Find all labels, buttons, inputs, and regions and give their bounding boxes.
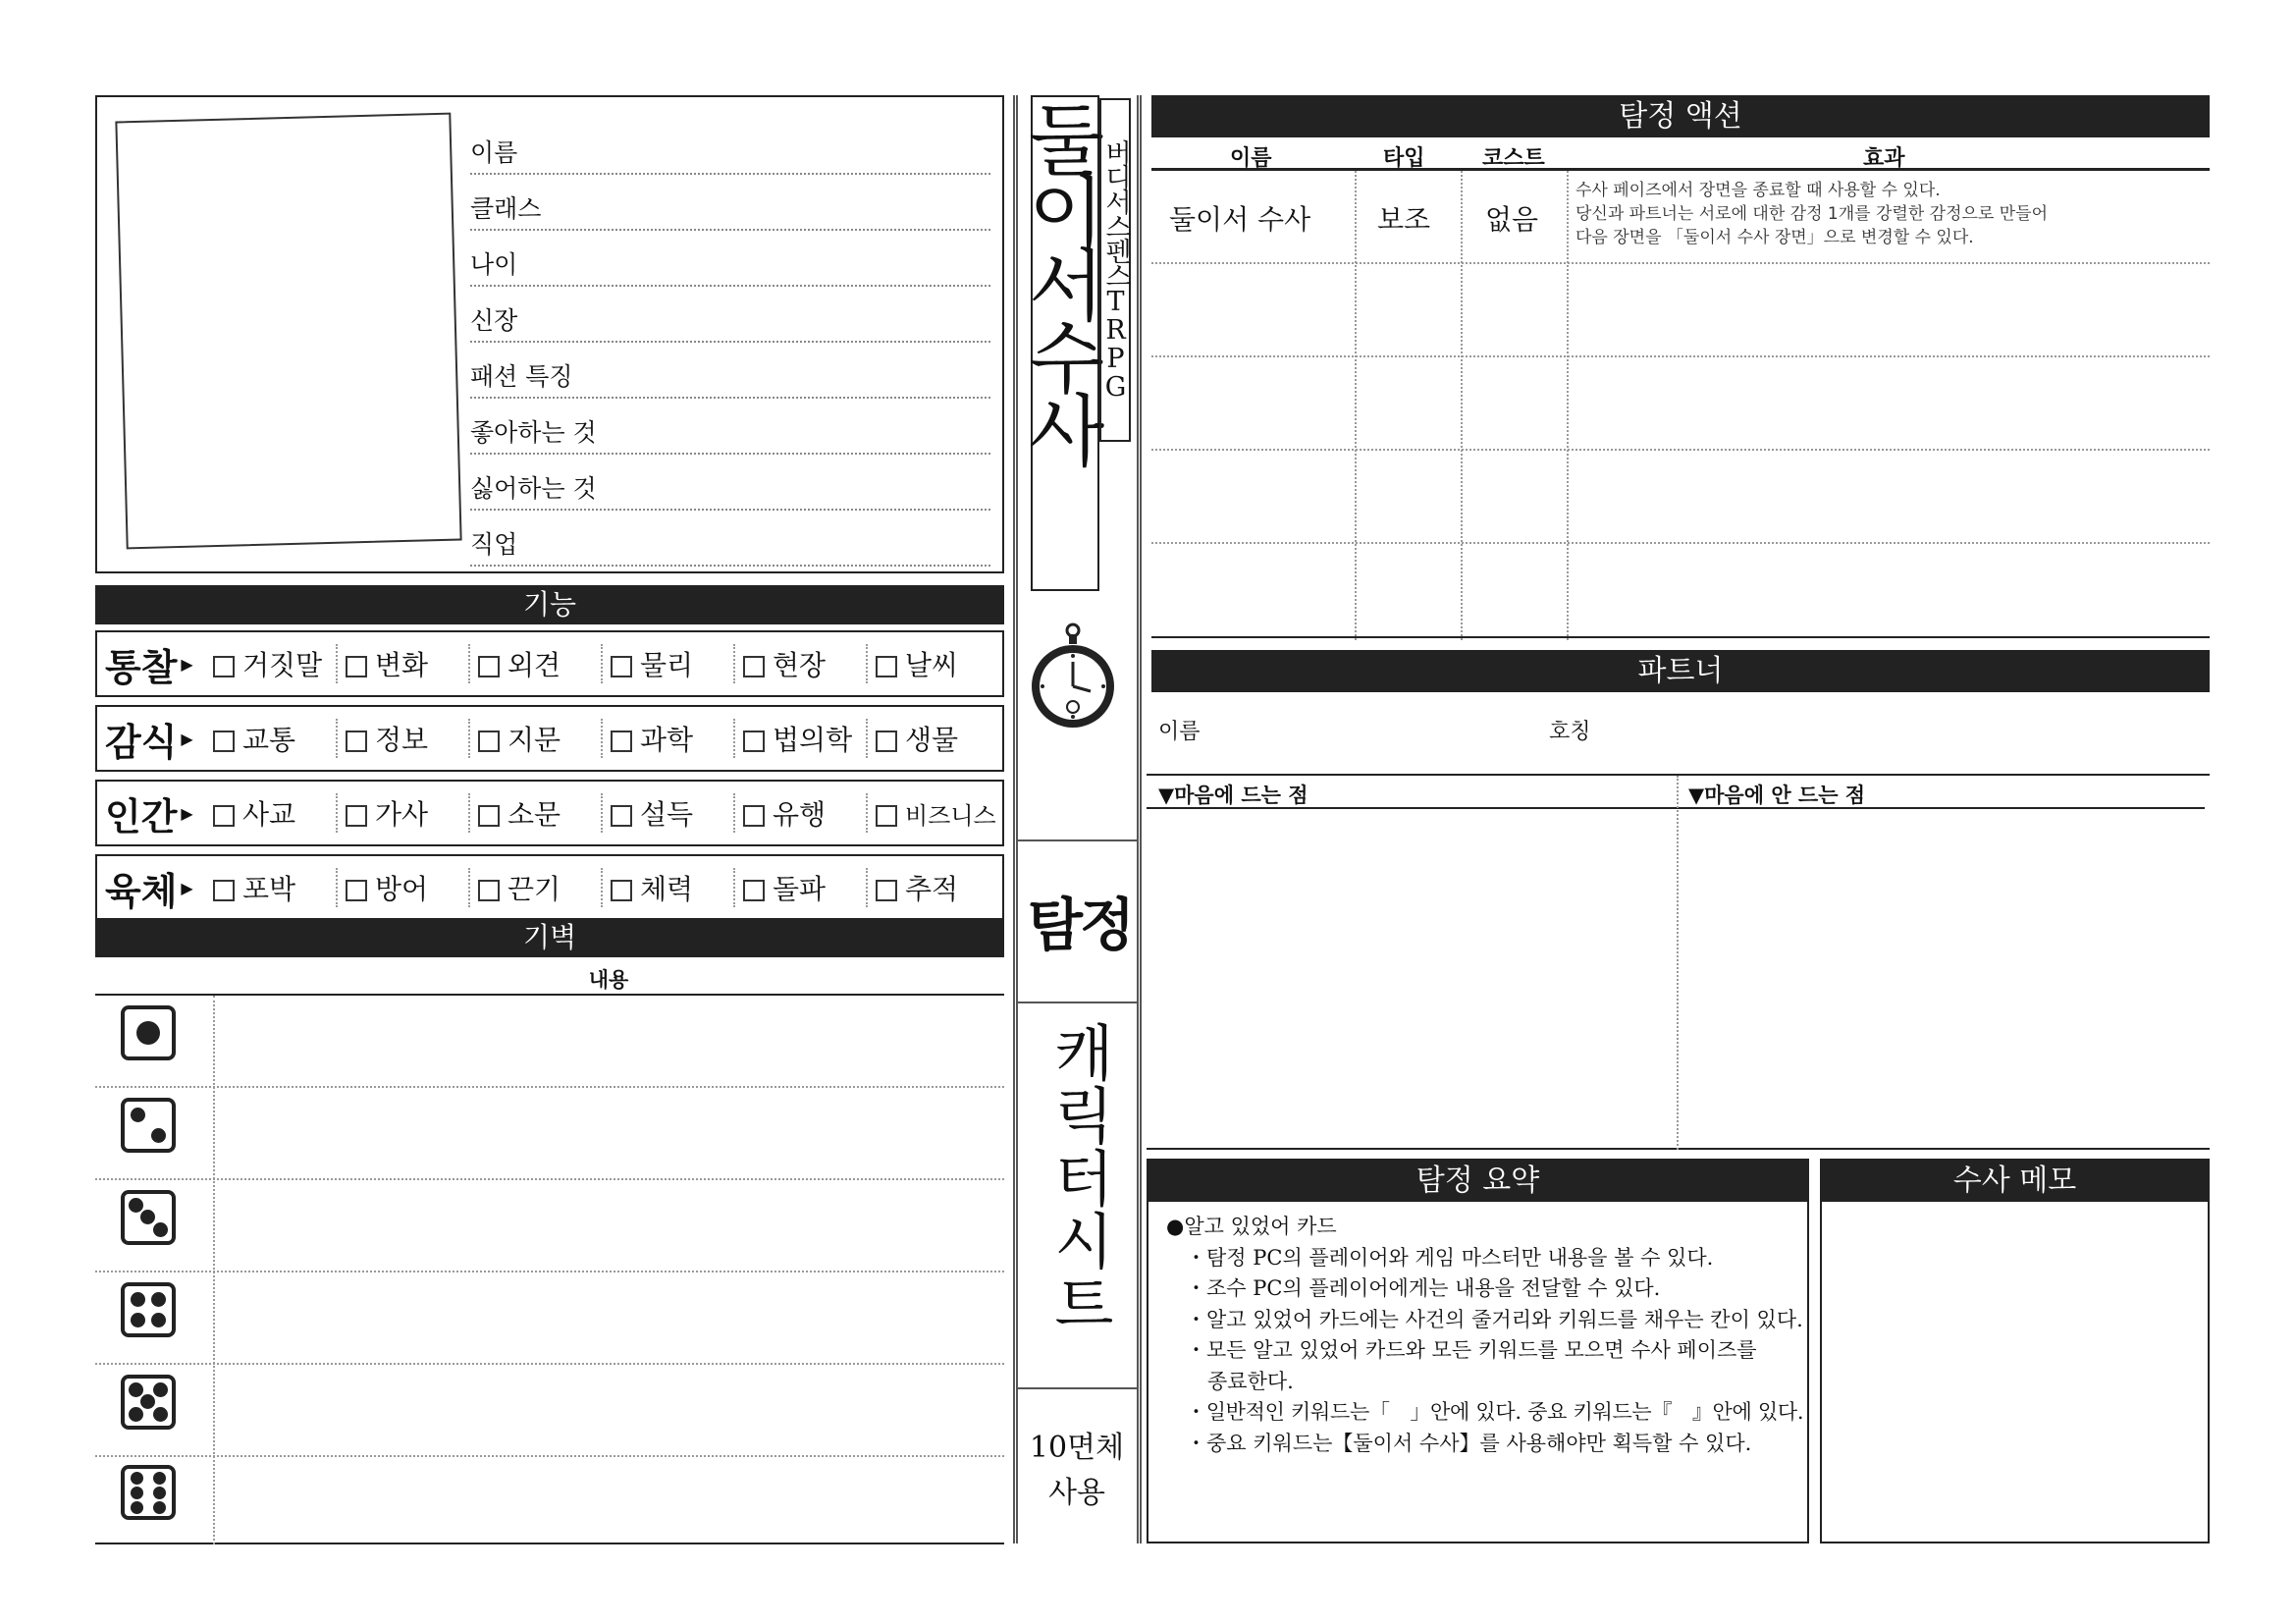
skill-item[interactable]: 정보 [338, 719, 470, 758]
skill-item[interactable]: 유행 [735, 793, 868, 833]
spine-divider [1018, 1387, 1137, 1389]
checkbox[interactable] [478, 656, 500, 677]
action-row[interactable] [1151, 357, 2210, 451]
skills-grid [95, 630, 1004, 921]
skill-category: 감식 ▶ [105, 719, 193, 764]
die-face-5-icon [121, 1375, 176, 1430]
checkbox[interactable] [611, 880, 632, 901]
skill-row [95, 705, 1004, 772]
skill-item[interactable]: 추적 [868, 868, 1000, 907]
spine-dice-note: 10면체 사용 [1029, 1431, 1125, 1510]
skill-item[interactable]: 과학 [603, 719, 735, 758]
summary-header: 탐정 요약 [1148, 1161, 1807, 1202]
quirk-row[interactable] [95, 1272, 1004, 1365]
skill-item[interactable]: 비즈니스 [868, 796, 1000, 831]
actions-header: 탐정 액션 [1151, 95, 2210, 137]
skill-item[interactable]: 가사 [338, 793, 470, 833]
checkbox[interactable] [876, 805, 897, 827]
quirk-row[interactable] [95, 1180, 1004, 1272]
profile-field-age[interactable]: 나이 [470, 231, 990, 287]
spine-sheet-label: 캐릭터시트 [1043, 1021, 1115, 1335]
skill-item[interactable]: 날씨 [868, 644, 1000, 683]
memo-panel [1820, 1159, 2210, 1543]
partner-label-rule [1147, 807, 2205, 809]
skills-header: 기능 [95, 585, 1004, 624]
profile-field-class[interactable]: 클래스 [470, 175, 990, 231]
partner-nickname-field[interactable]: 호칭 [1549, 720, 1591, 744]
action-row[interactable] [1151, 451, 2210, 544]
summary-panel [1147, 1159, 1809, 1543]
profile-field-height[interactable]: 신장 [470, 287, 990, 343]
quirk-row[interactable] [95, 996, 1004, 1088]
quirk-row[interactable] [95, 1088, 1004, 1180]
quirks-table [95, 994, 1004, 1544]
skill-item[interactable]: 돌파 [735, 868, 868, 907]
checkbox[interactable] [611, 731, 632, 752]
skill-item[interactable]: 방어 [338, 868, 470, 907]
checkbox[interactable] [743, 880, 765, 901]
checkbox[interactable] [876, 656, 897, 677]
skill-item[interactable]: 물리 [603, 644, 735, 683]
spine-title-box [1014, 95, 1105, 591]
profile-field-fashion[interactable]: 패션 특징 [470, 343, 990, 399]
arrow-icon: ▶ [181, 729, 193, 748]
checkbox[interactable] [611, 805, 632, 827]
portrait-frame[interactable] [115, 113, 461, 550]
checkbox[interactable] [876, 731, 897, 752]
checkbox[interactable] [743, 731, 765, 752]
profile-field-dislikes[interactable]: 싫어하는 것 [470, 455, 990, 511]
spine-role: 탐정 [1027, 892, 1133, 958]
arrow-icon: ▶ [181, 654, 193, 674]
skill-category: 육체 ▶ [105, 868, 193, 913]
skill-row [95, 780, 1004, 846]
checkbox[interactable] [611, 656, 632, 677]
action-row[interactable]: 둘이서 수사 보조 없음 수사 페이즈에서 장면을 종료할 때 사용할 수 있다. 당신과 파트너는 서로에 대한 감정 1개를 강렬한 감정으로 만들어 다음 장면을 「둘이서 수사 장면」으로 변경할 수 있다. [1151, 171, 2210, 264]
die-face-6-icon [121, 1465, 176, 1520]
quirks-header: 기벽 [95, 918, 1004, 957]
memo-header: 수사 메모 [1822, 1161, 2208, 1202]
skill-item[interactable]: 법의학 [735, 719, 868, 758]
quirks-column-label: 내용 [588, 968, 629, 992]
profile-field-likes[interactable]: 좋아하는 것 [470, 399, 990, 455]
checkbox[interactable] [213, 880, 235, 901]
die-face-4-icon [121, 1282, 176, 1337]
action-row[interactable] [1151, 544, 2210, 638]
die-face-3-icon [121, 1190, 176, 1245]
partner-likes-area[interactable] [1147, 811, 1675, 1150]
partner-name-field[interactable]: 이름 [1158, 720, 1201, 744]
partner-dislikes-label: ▼마음에 안 드는 점 [1688, 784, 1866, 807]
actions-column-headers: 이름 타입 코스트 효과 [1151, 137, 2210, 171]
spine-divider [1018, 1001, 1137, 1003]
checkbox[interactable] [478, 880, 500, 901]
actions-table [1151, 137, 2210, 640]
skill-item[interactable]: 지문 [470, 719, 603, 758]
checkbox[interactable] [743, 805, 765, 827]
checkbox[interactable] [743, 656, 765, 677]
skill-item[interactable]: 설득 [603, 793, 735, 833]
action-effect: 수사 페이즈에서 장면을 종료할 때 사용할 수 있다. 당신과 파트너는 서로에 대한 감정 1개를 강렬한 감정으로 만들어 다음 장면을 「둘이서 수사 장면」으로 변경할 수 있다. [1575, 181, 2049, 247]
skill-row [95, 630, 1004, 697]
profile-field-job[interactable]: 직업 [470, 511, 990, 567]
profile-panel [95, 95, 1004, 573]
pocket-watch-icon [1029, 621, 1117, 733]
spine-subtitle: 버디서스펜스TRPG [1099, 98, 1131, 442]
skill-item[interactable]: 생물 [868, 719, 1000, 758]
checkbox[interactable] [346, 880, 367, 901]
skill-item[interactable]: 끈기 [470, 868, 603, 907]
skill-category: 통찰 ▶ [105, 644, 193, 689]
checkbox[interactable] [478, 805, 500, 827]
skill-item[interactable]: 소문 [470, 793, 603, 833]
spine-title: 둘이서수사 [1014, 99, 1105, 462]
arrow-icon: ▶ [181, 878, 193, 897]
partner-dislikes-area[interactable] [1681, 811, 2205, 1150]
profile-fields [470, 119, 990, 567]
skill-item[interactable]: 현장 [735, 644, 868, 683]
checkbox[interactable] [346, 731, 367, 752]
checkbox[interactable] [213, 731, 235, 752]
checkbox[interactable] [213, 805, 235, 827]
summary-body: ●알고 있었어 카드 ・탐정 PC의 플레이어와 게임 마스터만 내용을 볼 수 있다. ・조수 PC의 플레이어에게는 내용을 전달할 수 있다. ・알고 있었어 카드에는 사건의 줄거리와 키워드를 채우는 칸이 있다. ・모든 알고 있었어 카드와 모든 키워드를 모으면 수사 페이즈를 종료한다. ・일반적인 키워드는「 」안에 있다. 중요 키워드는『 』안에 있다. ・중요 키워드는【둘이서 수사】를 사용해야만 획득할 수 있다. [1166, 1215, 1804, 1455]
action-row[interactable] [1151, 264, 2210, 357]
partner-header: 파트너 [1151, 650, 2210, 692]
checkbox[interactable] [346, 805, 367, 827]
skill-item[interactable]: 사교 [205, 793, 338, 833]
skill-row [95, 854, 1004, 921]
skill-category: 인간 ▶ [105, 793, 193, 839]
partner-divider [1677, 776, 1679, 1150]
spine-divider [1018, 839, 1137, 841]
skill-item[interactable]: 외견 [470, 644, 603, 683]
checkbox[interactable] [876, 880, 897, 901]
checkbox[interactable] [478, 731, 500, 752]
memo-area[interactable] [1822, 1202, 2208, 1542]
skill-item[interactable]: 거짓말 [205, 644, 338, 683]
die-face-1-icon [121, 1005, 176, 1060]
checkbox[interactable] [213, 656, 235, 677]
skill-item[interactable]: 체력 [603, 868, 735, 907]
skill-item[interactable]: 교통 [205, 719, 338, 758]
profile-field-name[interactable]: 이름 [470, 119, 990, 175]
quirk-row[interactable] [95, 1365, 1004, 1457]
partner-likes-label: ▼마음에 드는 점 [1158, 784, 1308, 807]
die-face-2-icon [121, 1098, 176, 1153]
arrow-icon: ▶ [181, 803, 193, 823]
quirk-row[interactable] [95, 1457, 1004, 1544]
checkbox[interactable] [346, 656, 367, 677]
skill-item[interactable]: 변화 [338, 644, 470, 683]
partner-feelings [1147, 774, 2210, 1150]
skill-item[interactable]: 포박 [205, 868, 338, 907]
spine-right-line [1137, 95, 1142, 1543]
